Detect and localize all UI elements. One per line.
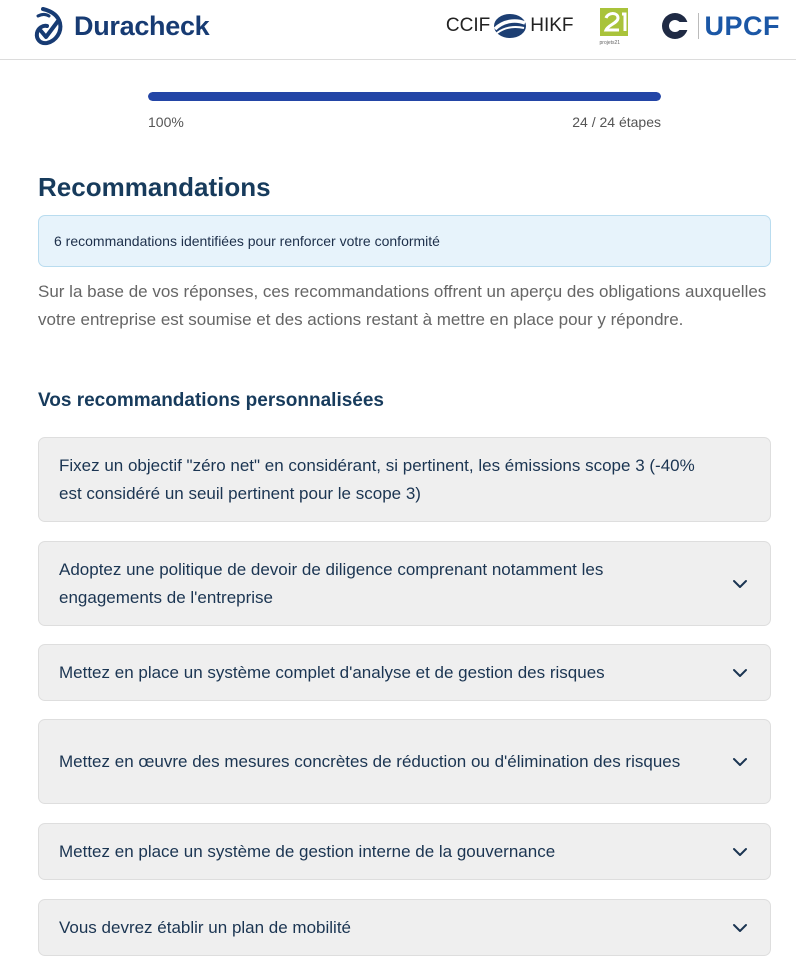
projets21-logo [598, 6, 638, 46]
recommendation-item[interactable] [38, 437, 771, 522]
recommendation-text: Vous devrez établir un plan de mobilité [59, 917, 352, 937]
upcf-label: UPCF [704, 10, 780, 41]
recommendation-item[interactable] [38, 719, 771, 804]
recommendation-text: Mettez en œuvre des mesures concrètes de réduction ou d'élimination des risques [59, 751, 681, 771]
recommendation-item[interactable] [38, 541, 771, 626]
upcf-separator [698, 13, 699, 39]
info-banner-text: 6 recommandations identifiées pour renforcer votre conformité [54, 233, 440, 249]
recommendation-text: Mettez en place un système complet d'analyse et de gestion des risques [59, 662, 605, 682]
hikf-label: HIKF [530, 15, 574, 36]
intro-text: Sur la base de vos réponses, ces recommandations offrent un aperçu des obligations auxquelles votre entreprise est soumise et des actions restant à mettre en place pour y répondre. [38, 282, 767, 329]
progress-bar [148, 92, 661, 101]
progress-percent: 100% [148, 114, 184, 130]
projets21-tag: projets21 [599, 40, 621, 46]
ccif-hikf-logo [446, 11, 574, 41]
brand[interactable] [34, 6, 209, 46]
recommendation-item[interactable] [38, 899, 771, 956]
ccif-label: CCIF [445, 15, 491, 36]
chevron-down-icon[interactable] [732, 847, 748, 857]
page-title: Recommandations [38, 172, 271, 202]
chevron-down-icon[interactable] [732, 757, 748, 767]
recommendations-subtitle: Vos recommandations personnalisées [38, 390, 384, 411]
info-banner [38, 215, 771, 267]
chevron-down-icon[interactable] [732, 579, 748, 589]
recommendation-text: Mettez en place un système de gestion interne de la gouvernance [59, 841, 556, 861]
brand-name: Duracheck [74, 10, 210, 41]
recommendation-text: Fixez un objectif "zéro net" en considérant, si pertinent, les émissions scope 3 (-40% est considéré un seuil pertinent pour le scope 3) [59, 455, 695, 503]
recommendation-text: Adoptez une politique de devoir de diligence comprenant notamment les engagements de l'entreprise [59, 559, 604, 607]
recommendation-item[interactable] [38, 644, 771, 701]
chevron-down-icon[interactable] [732, 923, 748, 933]
upcf-logo [660, 11, 781, 42]
duracheck-logo-icon [34, 6, 64, 46]
recommendation-item[interactable] [38, 823, 771, 880]
chevron-down-icon[interactable] [732, 668, 748, 678]
partner-logos [446, 6, 780, 46]
progress-bar-fill [148, 92, 661, 101]
progress-steps: 24 / 24 étapes [572, 114, 661, 130]
top-header [0, 0, 796, 60]
upcf-mark-icon [660, 11, 690, 41]
ccif-swirl-icon [491, 11, 529, 41]
